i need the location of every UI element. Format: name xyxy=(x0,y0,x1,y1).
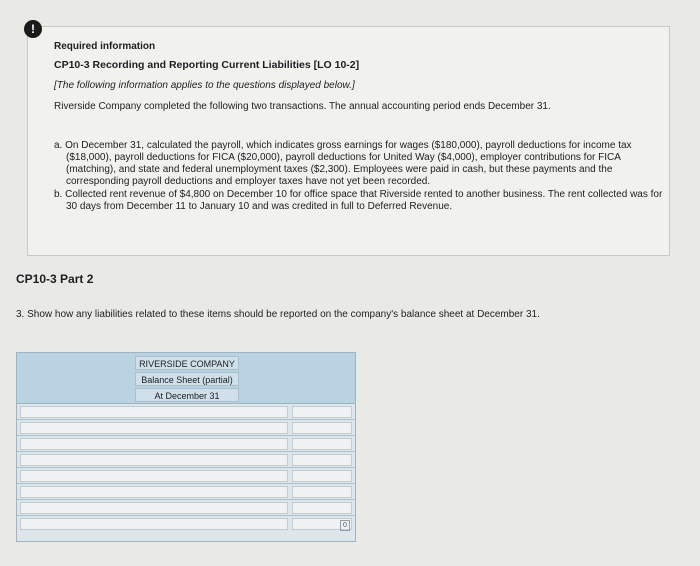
amount-input[interactable] xyxy=(292,502,352,514)
instructions-note: [The following information applies to the questions displayed below.] xyxy=(54,80,355,91)
amount-input[interactable] xyxy=(292,422,352,434)
line-item-input[interactable] xyxy=(20,518,288,530)
required-information-heading: Required information xyxy=(54,41,156,52)
line-item-input[interactable] xyxy=(20,406,288,418)
balance-sheet-table xyxy=(16,352,356,542)
statement-date: At December 31 xyxy=(135,388,239,402)
balance-sheet-header xyxy=(17,353,355,404)
transaction-b: b. Collected rent revenue of $4,800 on December 10 for office space that Riverside rented to another business. The rent collected was for 30 days from December 11 to January 10 and was credited in full to Deferred Revenue. xyxy=(54,189,663,212)
line-item-input[interactable] xyxy=(20,438,288,450)
total-amount-input[interactable] xyxy=(292,518,352,530)
exclamation-icon: ! xyxy=(24,20,42,38)
line-item-input[interactable] xyxy=(20,422,288,434)
table-row xyxy=(17,468,355,484)
company-name: RIVERSIDE COMPANY xyxy=(135,356,239,370)
line-item-input[interactable] xyxy=(20,454,288,466)
amount-input[interactable] xyxy=(292,406,352,418)
statement-title: Balance Sheet (partial) xyxy=(135,372,239,386)
transaction-list xyxy=(54,140,664,214)
problem-intro: Riverside Company completed the following two transactions. The annual accounting period ends December 31. xyxy=(54,101,551,112)
total-marker: 0 xyxy=(340,520,350,531)
table-row xyxy=(17,436,355,452)
line-item-input[interactable] xyxy=(20,486,288,498)
table-row xyxy=(17,420,355,436)
amount-input[interactable] xyxy=(292,486,352,498)
required-information-panel xyxy=(27,26,670,256)
table-row xyxy=(17,500,355,516)
line-item-input[interactable] xyxy=(20,470,288,482)
amount-input[interactable] xyxy=(292,438,352,450)
table-row xyxy=(17,516,355,532)
part-title: CP10-3 Part 2 xyxy=(16,272,94,286)
amount-input[interactable] xyxy=(292,454,352,466)
line-item-input[interactable] xyxy=(20,502,288,514)
amount-input[interactable] xyxy=(292,470,352,482)
problem-title: CP10-3 Recording and Reporting Current Liabilities [LO 10-2] xyxy=(54,59,360,71)
table-row xyxy=(17,452,355,468)
question-text: 3. Show how any liabilities related to these items should be reported on the company's balance sheet at December 31. xyxy=(16,309,540,320)
transaction-a: a. On December 31, calculated the payroll, which indicates gross earnings for wages ($180,000), payroll deductions for income tax ($18,000), payroll deductions for FICA ($20,000), payroll deductions for United Way ($4,000), employer contributions for FICA (matching), and state and federal unemployment taxes ($2,300). Employees were paid in cash, but these payments and the corresponding payroll deductions and employer taxes have not yet been recorded. xyxy=(54,140,632,187)
table-row xyxy=(17,484,355,500)
table-row xyxy=(17,404,355,420)
